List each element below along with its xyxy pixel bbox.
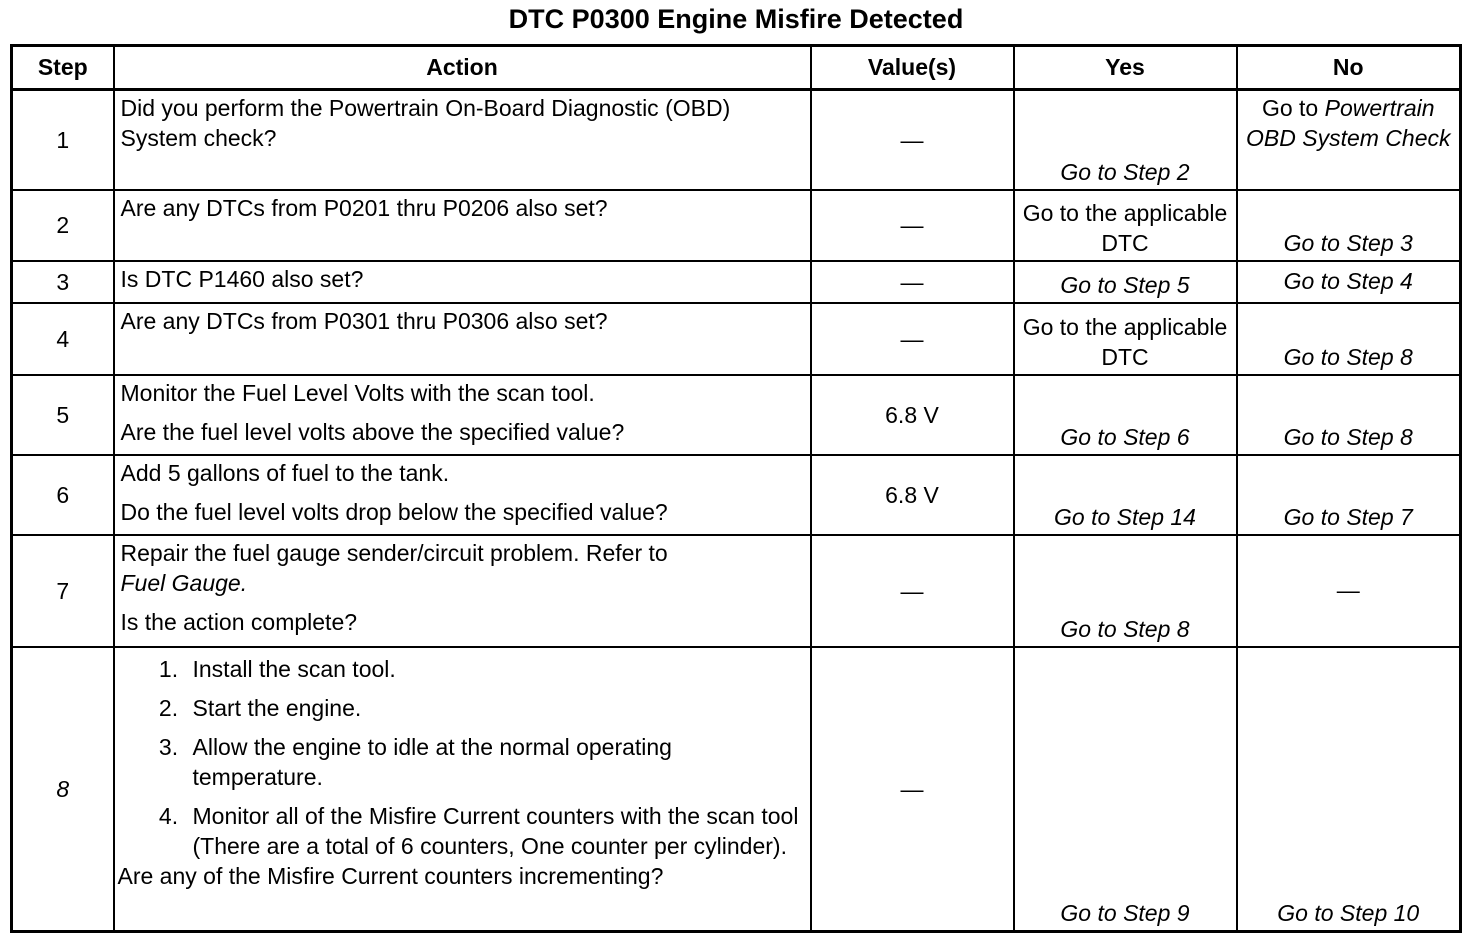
yes-link: Go to Step 6 bbox=[1060, 423, 1190, 450]
action-text: Are any DTCs from P0301 thru P0306 also set? bbox=[120, 307, 608, 334]
action-cell bbox=[114, 190, 811, 261]
table-row bbox=[12, 375, 1461, 455]
action-text: Are any DTCs from P0201 thru P0206 also set? bbox=[120, 194, 608, 221]
page-title: DTC P0300 Engine Misfire Detected bbox=[508, 4, 964, 34]
value-cell: — bbox=[811, 303, 1014, 375]
no-cell bbox=[1237, 261, 1461, 303]
header-step: Step bbox=[12, 46, 114, 90]
step-number: 2 bbox=[12, 190, 114, 261]
no-cell bbox=[1237, 455, 1461, 535]
action-cell bbox=[114, 455, 811, 535]
action-reference: Fuel Gauge. bbox=[120, 569, 248, 596]
action-text: Monitor the Fuel Level Volts with the scan tool. bbox=[120, 379, 595, 406]
no-link: Go to Step 10 bbox=[1277, 900, 1420, 926]
no-link: Go to Step 7 bbox=[1283, 503, 1413, 530]
yes-link: Go to Step 8 bbox=[1060, 615, 1190, 642]
action-steps-list bbox=[121, 654, 806, 861]
table-row bbox=[12, 647, 1461, 932]
action-question: Is the action complete? bbox=[120, 608, 358, 635]
diagnostic-table bbox=[10, 44, 1462, 933]
step-number: 7 bbox=[12, 535, 114, 647]
value-cell: 6.8 V bbox=[811, 375, 1014, 455]
action-question: Are any of the Misfire Current counters incrementing? bbox=[117, 862, 664, 889]
step-number: 8 bbox=[12, 647, 114, 932]
yes-cell bbox=[1014, 535, 1237, 647]
action-question: Are the fuel level volts above the specified value? bbox=[120, 418, 625, 445]
yes-link: Go to Step 14 bbox=[1054, 503, 1196, 530]
yes-cell bbox=[1014, 261, 1237, 303]
table-row bbox=[12, 303, 1461, 375]
action-cell bbox=[114, 261, 811, 303]
header-yes: Yes bbox=[1014, 46, 1237, 90]
value-cell: — bbox=[811, 90, 1014, 190]
action-text: Add 5 gallons of fuel to the tank. bbox=[120, 459, 450, 486]
list-item: 3. Allow the engine to idle at the normal operating temperature. bbox=[185, 732, 806, 792]
no-cell bbox=[1237, 190, 1461, 261]
action-cell bbox=[114, 535, 811, 647]
list-item: 2. Start the engine. bbox=[185, 693, 806, 723]
yes-link: Go to Step 5 bbox=[1060, 271, 1190, 298]
no-cell bbox=[1237, 647, 1461, 932]
step-number: 1 bbox=[12, 90, 114, 190]
action-text: Is DTC P1460 also set? bbox=[120, 265, 364, 292]
action-text: Repair the fuel gauge sender/circuit problem. Refer to bbox=[120, 539, 668, 566]
no-cell bbox=[1237, 303, 1461, 375]
no-link: Go to Step 8 bbox=[1283, 423, 1413, 450]
table-row bbox=[12, 190, 1461, 261]
header-action: Action bbox=[114, 46, 811, 90]
yes-link: Go to Step 9 bbox=[1060, 900, 1190, 926]
yes-link: Go to Step 2 bbox=[1060, 158, 1190, 185]
header-values: Value(s) bbox=[811, 46, 1014, 90]
value-cell: — bbox=[811, 535, 1014, 647]
table-row bbox=[12, 261, 1461, 303]
value-cell: 6.8 V bbox=[811, 455, 1014, 535]
table-row bbox=[12, 90, 1461, 190]
list-item: 4. Monitor all of the Misfire Current counters with the scan tool (There are a total of 6 counters, One counter per cylinder). bbox=[185, 801, 806, 861]
no-cell: — bbox=[1237, 535, 1461, 647]
action-cell bbox=[114, 375, 811, 455]
no-link: Go to Step 8 bbox=[1283, 343, 1413, 370]
action-cell bbox=[114, 647, 811, 932]
yes-cell: Go to the applicable DTC bbox=[1014, 303, 1237, 375]
value-cell: — bbox=[811, 647, 1014, 932]
yes-cell bbox=[1014, 90, 1237, 190]
step-number: 3 bbox=[12, 261, 114, 303]
yes-cell: Go to the applicable DTC bbox=[1014, 190, 1237, 261]
yes-cell bbox=[1014, 455, 1237, 535]
no-cell bbox=[1237, 375, 1461, 455]
yes-cell bbox=[1014, 375, 1237, 455]
action-question: Do the fuel level volts drop below the specified value? bbox=[120, 498, 668, 525]
no-cell bbox=[1237, 90, 1461, 190]
list-item: 1. Install the scan tool. bbox=[185, 654, 806, 684]
step-number: 4 bbox=[12, 303, 114, 375]
action-cell bbox=[114, 90, 811, 190]
no-link: Go to Step 3 bbox=[1283, 229, 1413, 256]
header-no: No bbox=[1237, 46, 1461, 90]
value-cell: — bbox=[811, 261, 1014, 303]
table-row bbox=[12, 455, 1461, 535]
value-cell: — bbox=[811, 190, 1014, 261]
header-row bbox=[12, 46, 1461, 90]
yes-cell bbox=[1014, 647, 1237, 932]
action-text: Did you perform the Powertrain On-Board Diagnostic (OBD) System check? bbox=[120, 95, 731, 151]
step-number: 6 bbox=[12, 455, 114, 535]
no-prefix: Go to bbox=[1261, 95, 1319, 121]
action-cell bbox=[114, 303, 811, 375]
no-link: Go to Step 4 bbox=[1283, 267, 1413, 294]
no-link: Powertrain OBD System Check bbox=[1246, 95, 1451, 151]
table-row bbox=[12, 535, 1461, 647]
step-number: 5 bbox=[12, 375, 114, 455]
